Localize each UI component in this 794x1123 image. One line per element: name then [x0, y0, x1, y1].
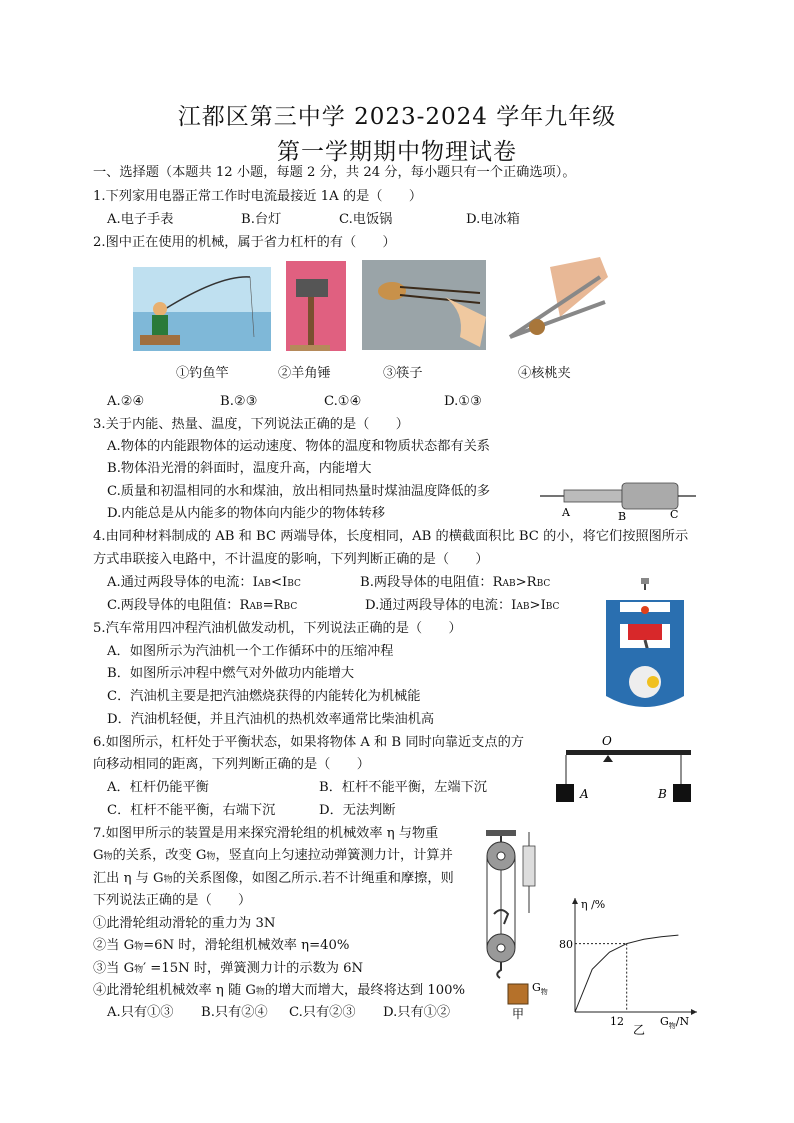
efficiency-curve-group [575, 935, 678, 1012]
claw-hammer-image [286, 261, 346, 351]
q2-caption-1: ①钓鱼竿 [176, 366, 229, 381]
fig-label-c: C [670, 508, 679, 521]
q2-option-c: C.①④ [324, 394, 362, 409]
q7-stem-line3: 汇出 η 与 G物的关系图像，如图乙所示.若不计绳重和摩擦，则 [93, 871, 454, 886]
q7-stem-line1: 7.如图甲所示的装置是用来探究滑轮组的机械效率 η 与物重 [93, 826, 439, 841]
q1-option-c: C.电饭锅 [339, 212, 393, 227]
q5-stem: 5.汽车常用四冲程汽油机做发动机，下列说法正确的是（ ） [93, 621, 462, 636]
q6-option-a: A．杠杆仍能平衡 [107, 780, 209, 795]
q1-option-a: A.电子手表 [107, 212, 174, 227]
q2-figures [130, 257, 610, 357]
q3-option-d: D.内能总是从内能多的物体向内能少的物体转移 [107, 506, 386, 521]
pulley-figure [480, 828, 560, 1023]
q3-option-c: C.质量和初温相同的水和煤油，放出相同热量时煤油温度降低的多 [107, 484, 491, 499]
section-heading: 一、选择题（本题共 12 小题，每题 2 分，共 24 分，每小题只有一个正确选项）。 [93, 165, 576, 180]
chart-x-tick-12: 12 [610, 1015, 624, 1028]
q2-caption-4: ④核桃夹 [518, 366, 571, 381]
chopsticks-image [362, 260, 486, 350]
q7-option-b: B.只有②④ [201, 1005, 268, 1020]
q7-statement-2: ②当 G物=6N 时，滑轮组机械效率 η=40% [93, 938, 350, 953]
q4-option-d: D.通过两段导体的电流：IAB>IBC [365, 598, 560, 613]
q2-option-b: B.②③ [220, 394, 258, 409]
efficiency-chart [555, 890, 705, 1038]
q7-stem-line2: G物的关系，改变 G物，竖直向上匀速拉动弹簧测力计，计算并 [93, 848, 453, 863]
q5-option-b: B．如图所示冲程中燃气对外做功内能增大 [107, 666, 355, 681]
q2-option-a: A.②④ [107, 394, 145, 409]
q2-caption-3: ③筷子 [383, 366, 423, 381]
q7-option-a: A.只有①③ [107, 1005, 174, 1020]
q4-option-b: B.两段导体的电阻值：RAB>RBC [360, 575, 551, 590]
q5-option-a: A．如图所示为汽油机一个工作循环中的压缩冲程 [107, 644, 394, 659]
pulley-weight-label: $G_物$ [532, 981, 548, 996]
weight-a [556, 784, 574, 802]
q1-stem: 1.下列家用电器正常工作时电流最接近 1A 的是（ ） [93, 189, 423, 204]
walnut-cracker-image [510, 257, 608, 337]
q3-conductor-figure [538, 478, 698, 524]
q4-option-a: A.通过两段导体的电流：IAB<IBC [107, 575, 301, 590]
q3-option-b: B.物体沿光滑的斜面时，温度升高，内能增大 [107, 461, 372, 476]
chart-x-axis-label: $G_物/N$ [660, 1015, 690, 1030]
q3-option-a: A.物体的内能跟物体的运动速度、物体的温度和物质状态都有关系 [107, 439, 490, 454]
chart-figure-label: 乙 [633, 1023, 646, 1037]
q7-statement-3: ③当 G物′ =15N 时，弹簧测力计的示数为 6N [93, 961, 364, 976]
q7-option-c: C.只有②③ [289, 1005, 356, 1020]
chart-y-axis-label: η /% [581, 898, 606, 911]
fishing-rod-image [133, 267, 271, 351]
q7-option-d: D.只有①② [383, 1005, 451, 1020]
q7-statement-1: ①此滑轮组动滑轮的重力为 3N [93, 916, 276, 931]
pulley-figure-label: 甲 [512, 1007, 525, 1021]
q6-stem-line2: 向移动相同的距离，下列判断正确的是（ ） [93, 757, 370, 772]
q6-option-d: D．无法判断 [319, 803, 396, 818]
q1-option-d: D.电冰箱 [466, 212, 520, 227]
q6-stem-line1: 6.如图所示，杠杆处于平衡状态，如果将物体 A 和 B 同时向靠近支点的方 [93, 735, 524, 750]
lever-pivot-label: O [602, 734, 612, 748]
q3-stem: 3.关于内能、热量、温度，下列说法正确的是（ ） [93, 417, 409, 432]
fig-label-b: B [618, 510, 627, 523]
q1-option-b: B.台灯 [241, 212, 282, 227]
q6-option-c: C．杠杆不能平衡，右端下沉 [107, 803, 276, 818]
exam-title-line1: 江都区第三中学 2023-2024 学年九年级 [177, 104, 617, 130]
chart-y-tick-80: 80 [559, 938, 573, 951]
q7-statement-4: ④此滑轮组机械效率 η 随 G物的增大而增大，最终将达到 100% [93, 983, 466, 998]
q2-option-d: D.①③ [444, 394, 482, 409]
q5-option-c: C．汽油机主要是把汽油燃烧获得的内能转化为机械能 [107, 689, 421, 704]
q4-stem-line1: 4.由同种材料制成的 AB 和 BC 两端导体，长度相同，AB 的横截面积比 BC 的小，将它们按照图所示 [93, 529, 689, 544]
weight-a-label: A [580, 787, 589, 801]
q2-stem: 2.图中正在使用的机械，属于省力杠杆的有（ ） [93, 235, 396, 250]
lever-figure [548, 732, 696, 808]
q7-stem-line4: 下列说法正确的是（ ） [93, 893, 252, 908]
exam-title-line2: 第一学期期中物理试卷 [277, 139, 517, 165]
engine-figure [600, 578, 690, 716]
q4-stem-line2: 方式串联接入电路中，不计温度的影响，下列判断正确的是（ ） [93, 552, 489, 567]
q4-option-c: C.两段导体的电阻值：RAB=RBC [107, 598, 298, 613]
q2-caption-2: ②羊角锤 [278, 366, 331, 381]
q6-option-b: B．杠杆不能平衡，左端下沉 [319, 780, 487, 795]
weight-b [673, 784, 691, 802]
fig-label-a: A [562, 506, 570, 519]
q5-option-d: D．汽油机轻便，并且汽油机的热机效率通常比柴油机高 [107, 712, 435, 727]
weight-b-label: B [658, 787, 667, 801]
